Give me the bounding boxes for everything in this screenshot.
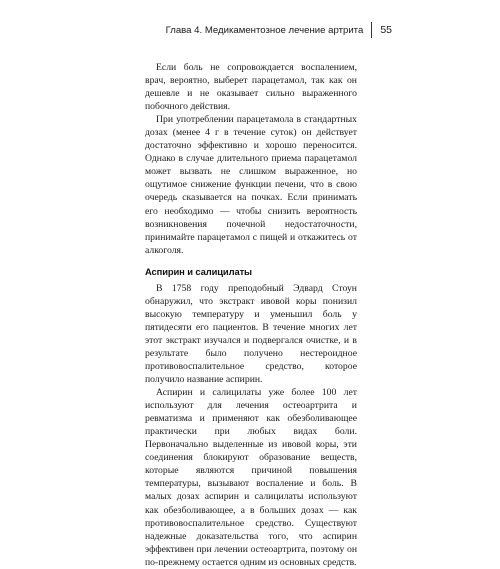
chapter-title: Глава 4. Медикаментозное лечение артрита [165, 24, 364, 36]
paragraph: В 1758 году преподобный Эдвард Стоун обнаружил, что экстракт ивовой коры понизил высокую температуру и уменьшил боль у пятидесяти его пациентов. В течение многих лет этот экстракт изучался и подвергался очистке, и в результате было получено нестероидное противовоспалительное средство, которое получило название аспирин. [145, 282, 357, 386]
body-text [145, 61, 357, 569]
paragraph: Если боль не сопровождается воспалением, врач, вероятно, выберет парацетамол, так как он дешевле и не оказывает сильно выраженного побочного действия. [145, 62, 357, 113]
paragraph: При употреблении парацетамола в стандартных дозах (менее 4 г в течение суток) он действует достаточно эффективно и хорошо переносится. Однако в случае длительного приема парацетамол может вызвать не слишком выраженное, но ощутимое снижение функции печени, что в свою очередь сказывается на почках. Если принимать его необходимо — чтобы снизить вероятность возникновения почечной недостаточности, принимайте парацетамол с пищей и откажитесь от алкоголя. [145, 114, 357, 256]
paragraph: Аспирин и салицилаты уже более 100 лет используют для лечения остеоартрита и ревматизма и применяют как обезболивающее практически при любых видах боли. Первоначально выделенные из ивовой коры, эти соединения блокируют образование веществ, которые являются причиной повышения температуры, вызывают воспаление и боль. В малых дозах аспирин и салицилаты используют как обезболивающее, а в больших дозах — как противовоспалительное средство. Существуют надежные доказательства того, что аспирин эффективен при лечении остеоартрита, поэтому он по-прежнему остается одним из основных средств. [145, 387, 357, 568]
section-heading: Аспирин и салицилаты [145, 265, 252, 277]
page-number: 55 [380, 24, 392, 36]
running-header [166, 22, 392, 38]
